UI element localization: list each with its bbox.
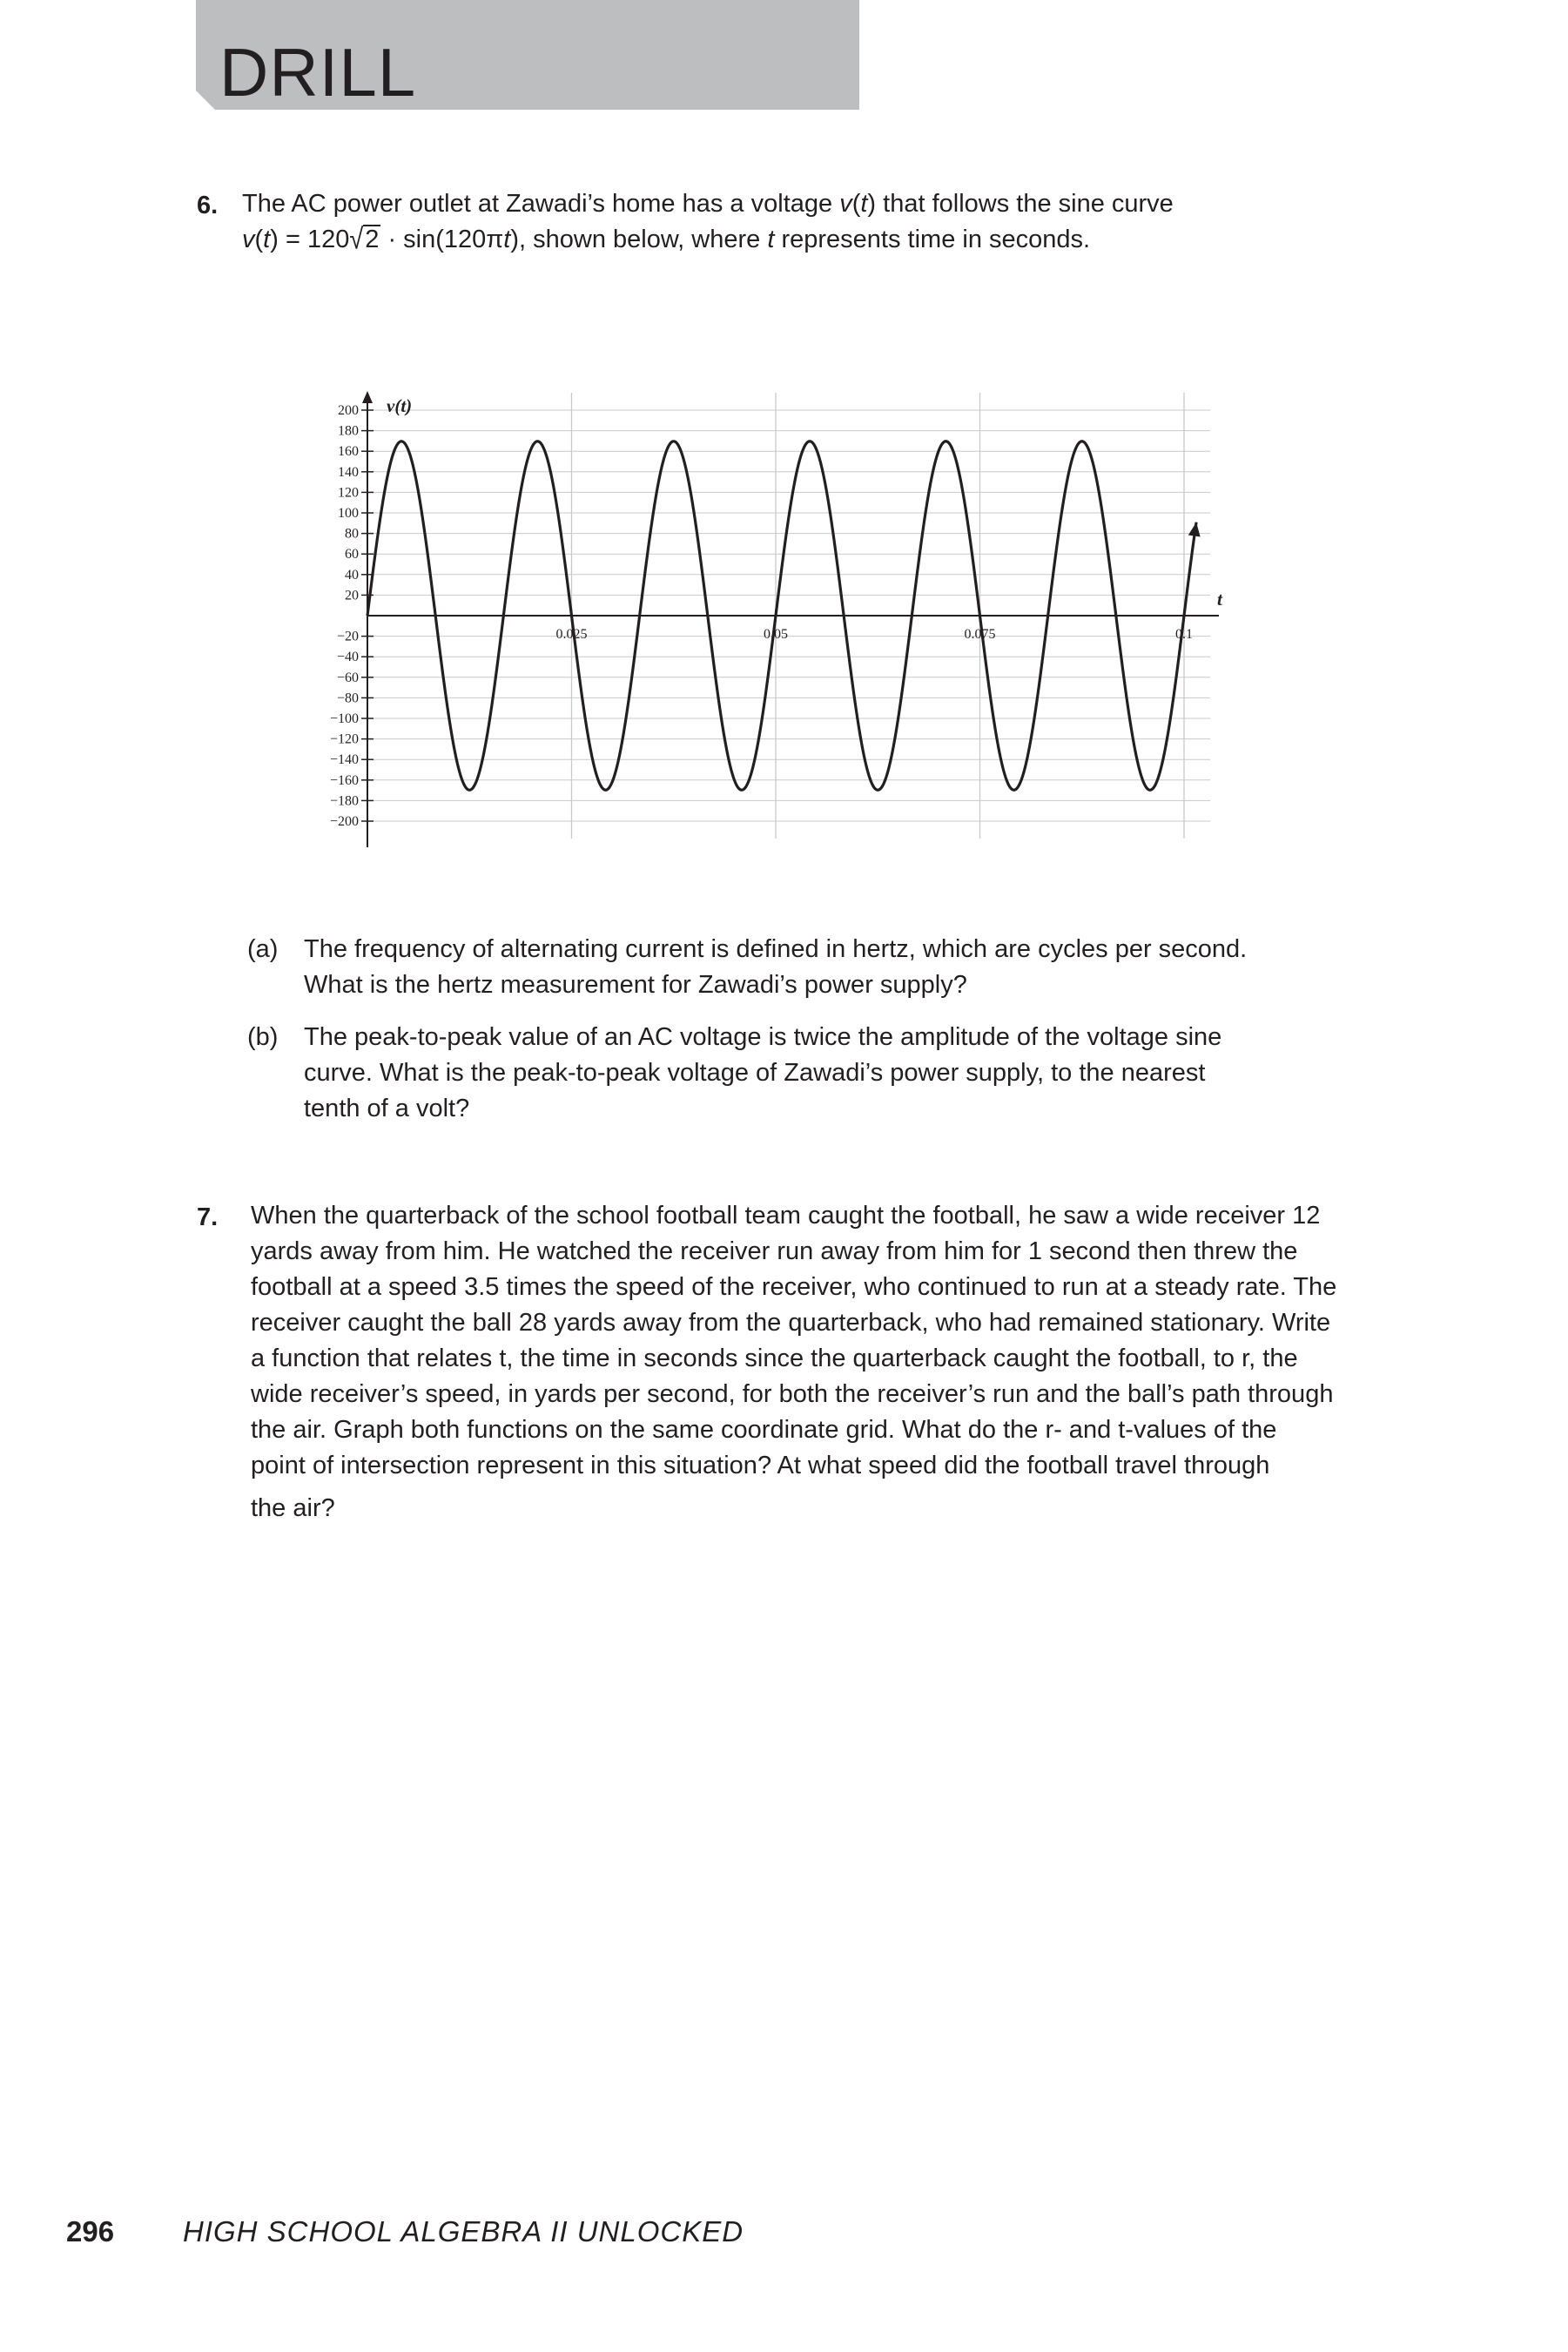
question-7-line: yards away from him. He watched the receiver run away from him for 1 second then threw the [251,1237,1298,1265]
y-tick-label: −60 [336,670,359,685]
y-tick-label: −120 [329,731,359,747]
y-tick-label: 180 [338,423,359,439]
y-tick-label: 60 [345,547,359,563]
question-7-line: When the quarterback of the school football team caught the football, he saw a wide receiver 12 [251,1202,1321,1230]
y-tick-label: −40 [336,650,359,665]
y-tick-label: −160 [329,772,359,788]
curve-arrow [1188,522,1201,537]
question-7-line: wide receiver’s speed, in yards per second, for both the receiver’s run and the ball’s path through [251,1380,1334,1408]
question-7-line: point of intersection represent in this situation? At what speed did the football travel through [251,1452,1270,1479]
y-tick-label: 140 [338,464,359,480]
y-tick-label: −20 [336,629,359,644]
y-axis-label: v(t) [387,395,413,416]
part-b-line: curve. What is the peak-to-peak voltage of Zawadi’s power supply, to the nearest [304,1059,1206,1087]
question-7-line: the air. Graph both functions on the same coordinate grid. What do the r- and t-values of the [251,1416,1277,1444]
chart-axes [362,391,1219,847]
y-tick-label: −200 [329,814,359,829]
y-tick-label: 20 [345,588,359,603]
y-tick-label: 160 [338,444,359,460]
question-6-number: 6. [197,192,219,219]
voltage-sine-chart [313,379,1236,849]
question-6-line-1: The AC power outlet at Zawadi’s home has a voltage v(t) that follows the sine curve [242,190,1174,218]
question-6-line-2: v(t) = 120√2 · sin(120πt), shown below, where t represents time in seconds. [242,223,1091,256]
y-tick-label: 40 [345,567,359,583]
book-title: HIGH SCHOOL ALGEBRA II UNLOCKED [183,2215,744,2248]
y-tick-label: 80 [345,526,359,542]
x-tick-label: 0.025 [555,627,588,642]
part-b-text [304,1020,1221,1127]
part-a-text [304,932,1247,1003]
part-a-label: (a) [247,935,279,963]
y-tick-label: −100 [329,711,359,726]
question-7-text [251,1198,1336,1526]
question-7-line: football at a speed 3.5 times the speed of the receiver, who continued to run at a steady rate. The [251,1273,1337,1301]
question-6-text [242,186,1174,258]
x-axis-label: t [1217,589,1222,610]
part-b-label: (b) [247,1023,279,1051]
y-axis-arrow [362,391,373,403]
square-root: 2 [365,226,380,253]
page-number: 296 [66,2215,115,2248]
y-tick-label: 200 [338,403,359,418]
y-tick-label: −180 [329,793,359,809]
y-tick-label: −140 [329,752,359,768]
x-tick-label: 0.075 [964,627,996,642]
y-tick-label: 120 [338,485,359,501]
y-tick-label: −80 [336,691,359,706]
question-7-line: a function that relates t, the time in seconds since the quarterback caught the football, to r, the [251,1344,1298,1372]
y-tick-label: 100 [338,506,359,521]
part-b-line: tenth of a volt? [304,1095,470,1122]
question-7-line: receiver caught the ball 28 yards away from the quarterback, who had remained stationary. Write [251,1309,1331,1337]
question-7-line: the air? [251,1494,335,1522]
x-tick-label: 0.05 [764,627,788,642]
section-title: DRILL [219,34,417,111]
x-tick-label: 0.1 [1175,627,1193,642]
part-b-line: The peak-to-peak value of an AC voltage is twice the amplitude of the voltage sine [304,1023,1222,1051]
part-a-line: What is the hertz measurement for Zawadi’s power supply? [304,971,967,999]
question-7-number: 7. [197,1203,219,1231]
part-a-line: The frequency of alternating current is defined in hertz, which are cycles per second. [304,935,1248,963]
